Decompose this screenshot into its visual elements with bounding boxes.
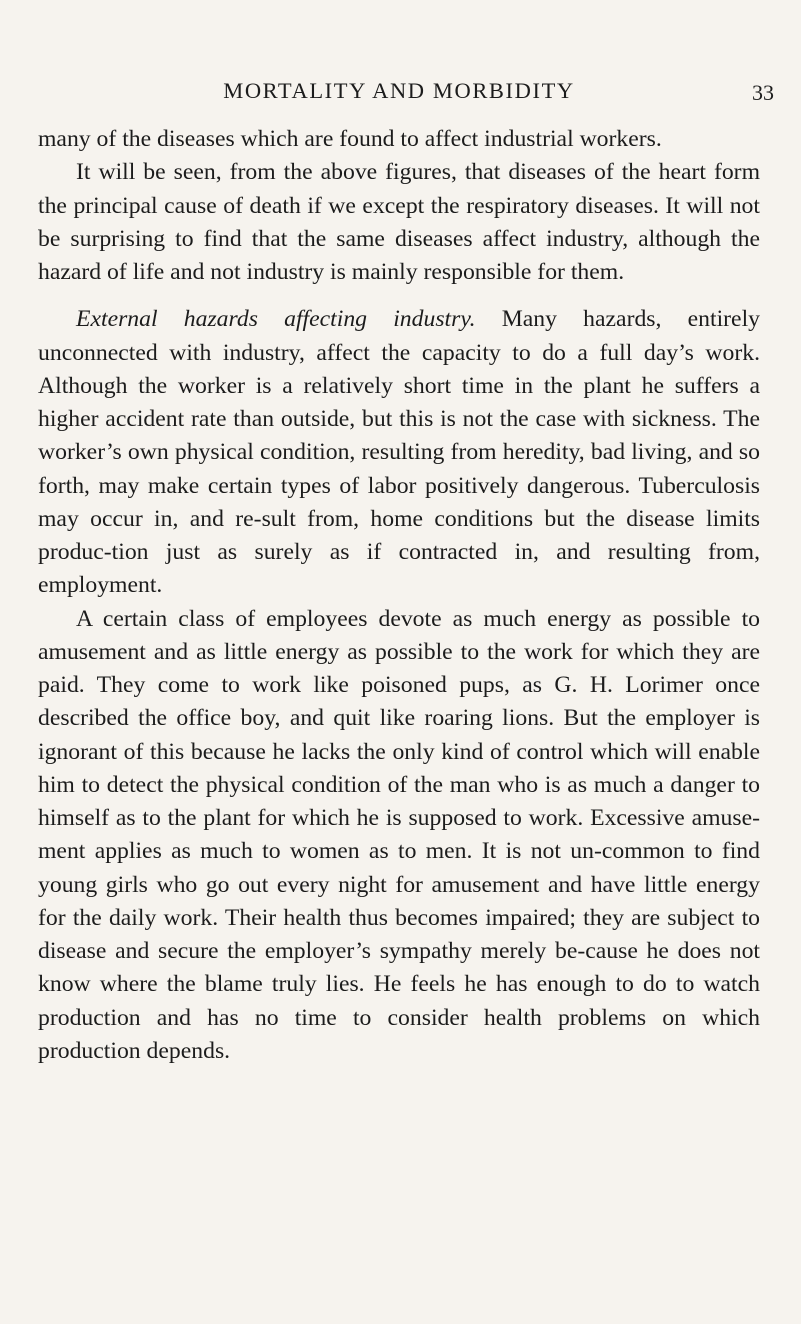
body-text [38,123,760,1068]
paragraph-employees-amusement [38,603,760,1069]
running-title: MORTALITY AND MORBIDITY [223,78,575,103]
paragraph-lead-heading: External hazards affecting industry. [76,306,476,333]
paragraph-text: A certain class of employees devote as much energy as possible to amusement and as little energy as possible to the work for which they are paid. They come to work like poisoned pups, as G. H. Lorimer once described the office boy, and quit like roaring lions. But the employer is ignorant of this because he lacks the only kind of control which will enable him to detect the physical condition of the man who is as much a danger to himself as to the plant for which he is supposed to work. Excessive amuse-ment applies as much to women as to men. It is not un-common to find young girls who go out every night for amusement and have little energy for the daily work. Their health thus becomes impaired; they are subject to disease and secure the employer’s sympathy merely be-cause he does not know where the blame truly lies. He feels he has enough to do to watch production and has no time to consider health problems on which production depends. [38,605,760,1064]
paragraph-heart-diseases [38,156,760,289]
paragraph-external-hazards [38,303,760,602]
paragraph-text: Many hazards, entirely unconnected with industry, affect the capacity to do a full day’s work. Although the worker is a relatively short time in the plant he suffers a higher accident rate than outside, but this is not the case with sickness. The worker’s own physical condition, resulting from heredity, bad living, and so forth, may make certain types of labor positively dangerous. Tuberculosis may occur in, and re-sult from, home conditions but the disease limits produc-tion just as surely as if contracted in, and resulting from, employment. [38,306,760,599]
paragraph-continued [38,123,760,156]
page-number: 33 [752,80,774,105]
paragraph-text: many of the diseases which are found to affect industrial workers. [38,126,662,152]
running-head [38,78,774,118]
paragraph-text: It will be seen, from the above figures, that diseases of the heart form the principal cause of death if we except the respiratory diseases. It will not be surprising to find that the same diseases affect industry, although the hazard of life and not industry is mainly responsible for them. [38,159,760,285]
